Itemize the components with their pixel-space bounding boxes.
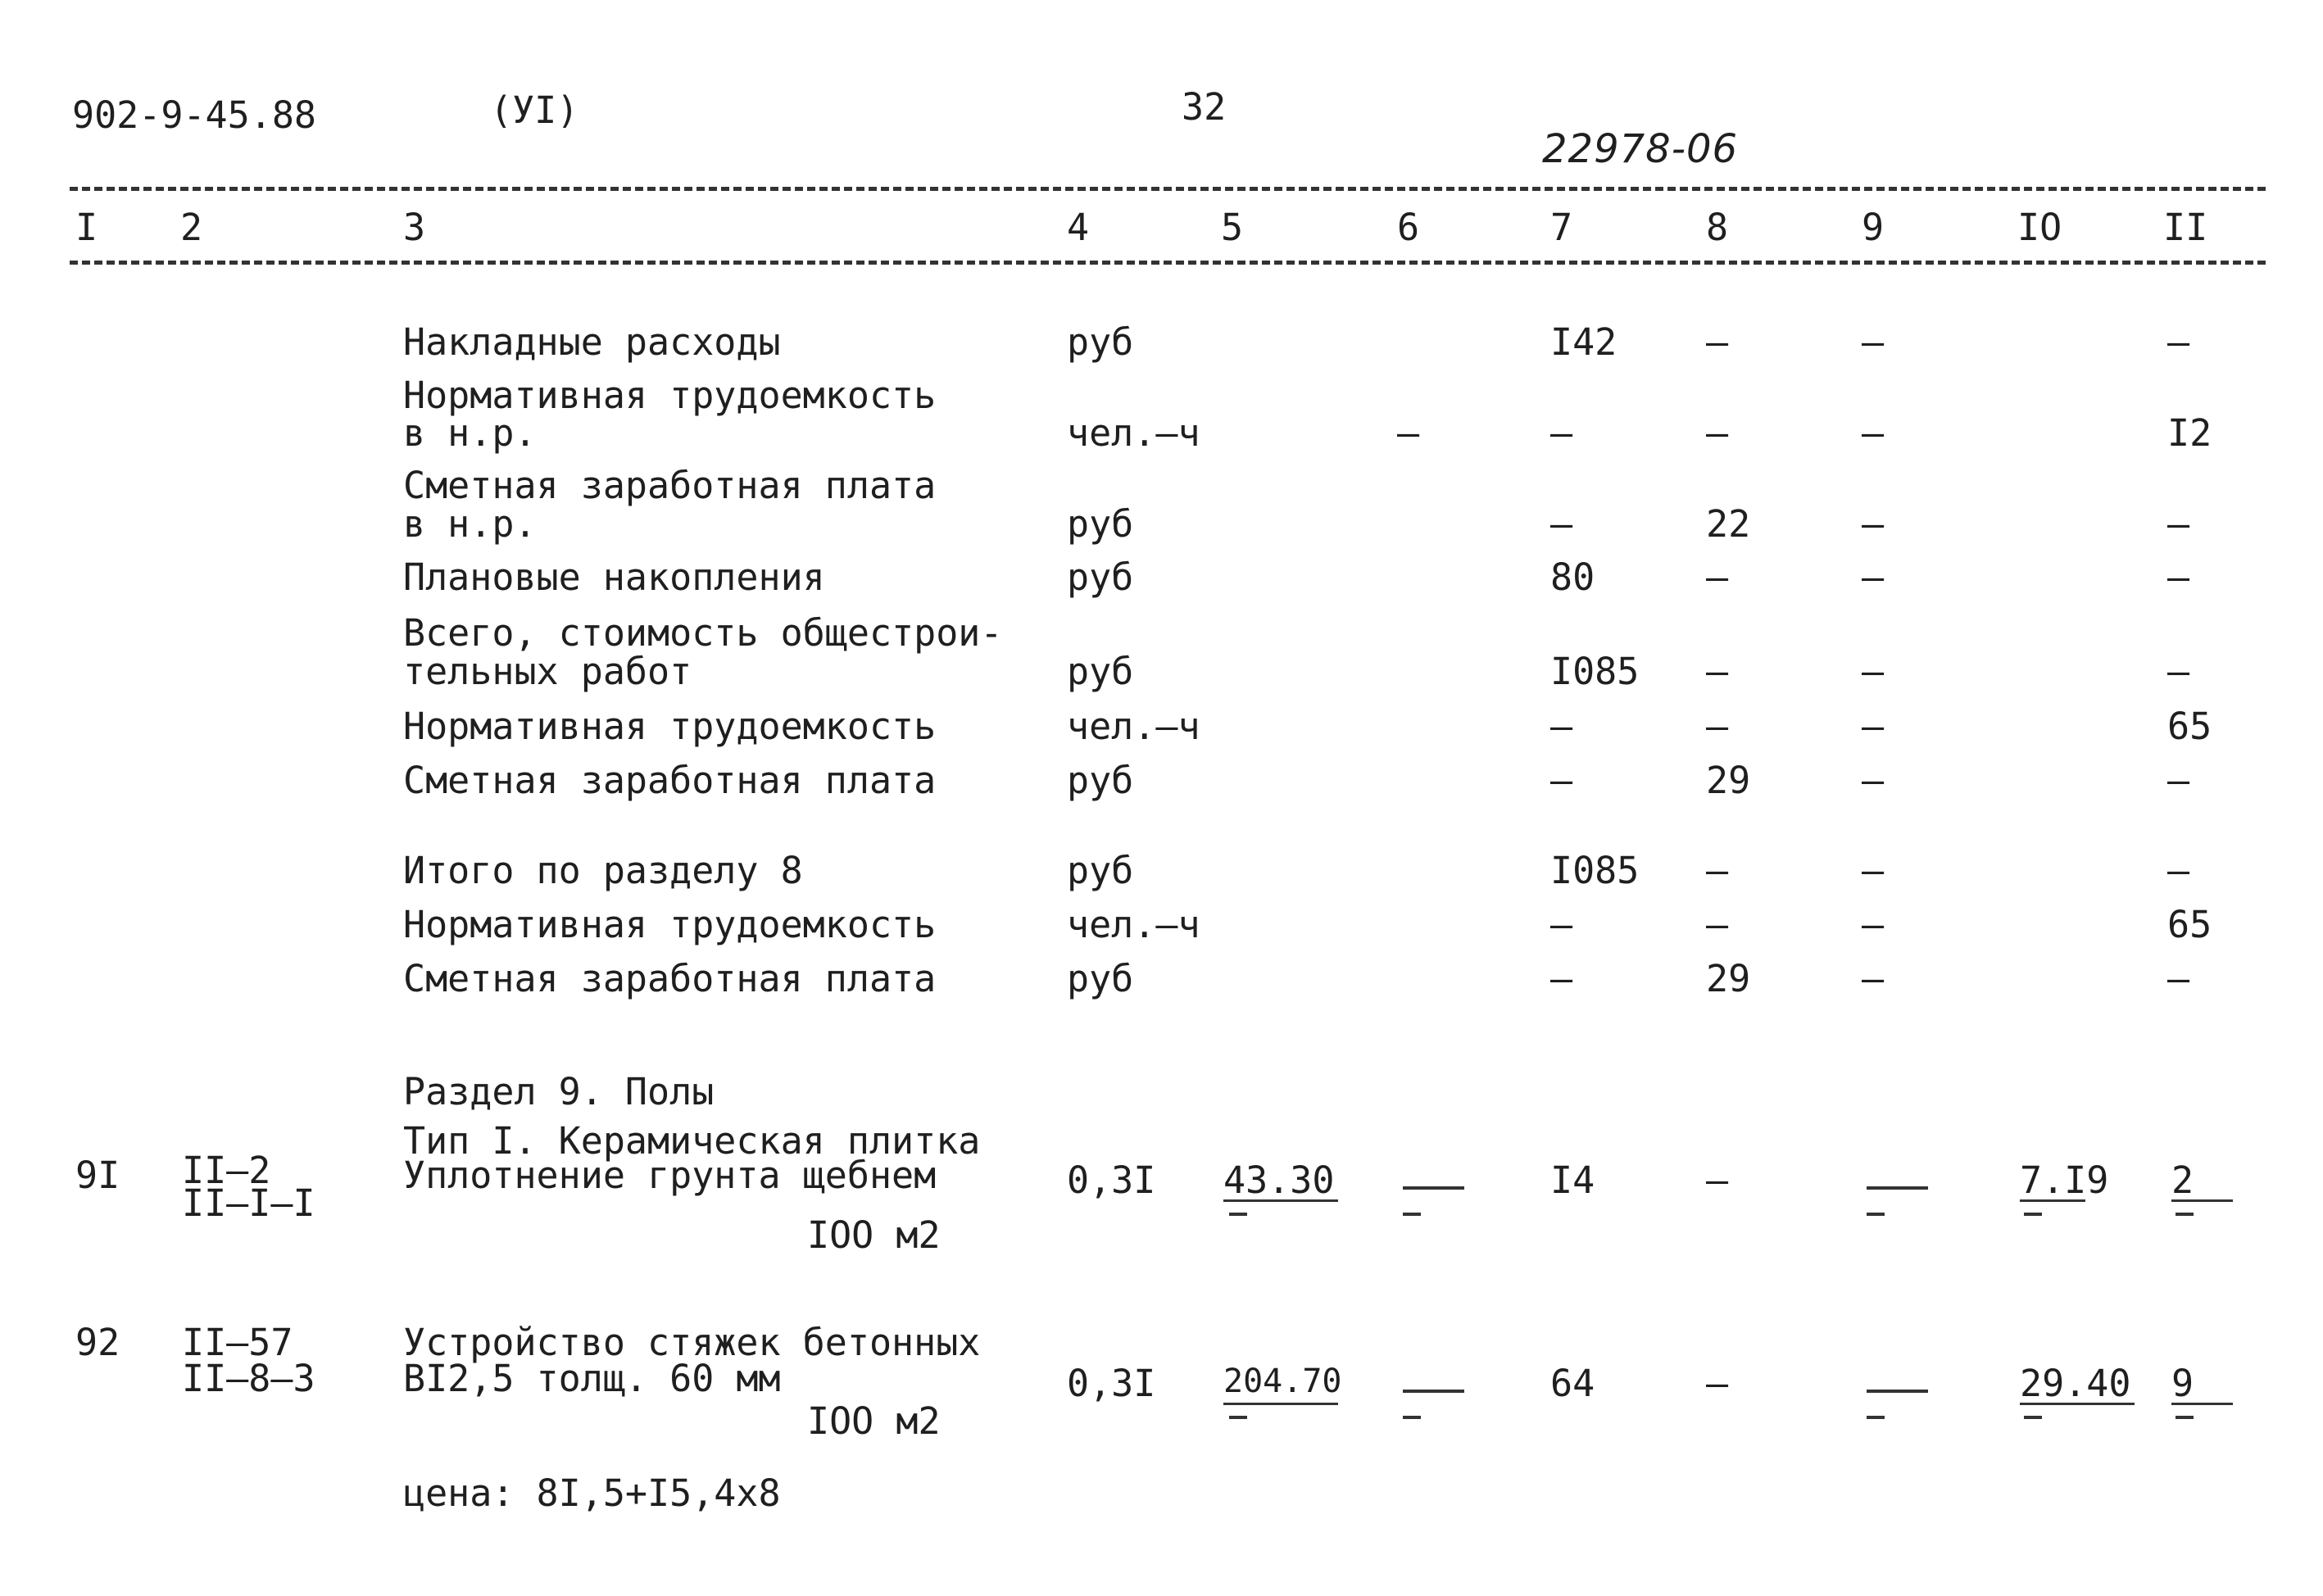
item-quantity: 0,3I bbox=[1067, 1158, 1156, 1202]
section-subtitle: Тип I. Керамическая плитка bbox=[403, 1119, 981, 1163]
item-description: Уплотнение грунта щебнем bbox=[403, 1154, 937, 1197]
item-number: 9I bbox=[75, 1154, 120, 1197]
item-col8: – bbox=[1706, 1362, 1729, 1405]
row-col6: – bbox=[1397, 411, 1420, 455]
row-unit: чел.–ч bbox=[1067, 903, 1200, 946]
row-unit: руб bbox=[1067, 957, 1134, 1000]
col9-dash bbox=[1867, 1213, 1885, 1216]
row-col8: – bbox=[1706, 650, 1729, 693]
column-header: 4 bbox=[1067, 206, 1090, 249]
row-name: Сметная заработная плата bbox=[403, 464, 937, 507]
row-name: Нормативная трудоемкость bbox=[403, 903, 937, 946]
row-name-cont: тельных работ bbox=[403, 650, 692, 693]
column-header: 3 bbox=[403, 206, 426, 249]
row-col8: 22 bbox=[1706, 502, 1751, 546]
row-col8: – bbox=[1706, 849, 1729, 892]
item-col10: 29.40 bbox=[2020, 1362, 2131, 1405]
row-col8: 29 bbox=[1706, 759, 1751, 802]
item-col7: I4 bbox=[1550, 1158, 1595, 1202]
row-name: Всего, стоимость общестрои- bbox=[403, 611, 1003, 655]
col6-dash bbox=[1403, 1390, 1464, 1393]
item-col11: 2 bbox=[2171, 1158, 2194, 1202]
row-col11: – bbox=[2167, 650, 2190, 693]
row-col7: – bbox=[1550, 957, 1573, 1000]
row-col9: – bbox=[1862, 903, 1885, 946]
col6-dash bbox=[1403, 1416, 1421, 1419]
header-top-rule bbox=[70, 187, 2266, 191]
price-underline bbox=[1223, 1199, 1338, 1202]
row-name: Нормативная трудоемкость bbox=[403, 374, 937, 417]
item-col7: 64 bbox=[1550, 1362, 1595, 1405]
price-dash bbox=[1229, 1213, 1247, 1216]
row-col11: 65 bbox=[2167, 903, 2212, 946]
row-name-cont: в н.р. bbox=[403, 502, 537, 546]
row-name: Сметная заработная плата bbox=[403, 957, 937, 1000]
row-unit: чел.–ч bbox=[1067, 705, 1200, 748]
col6-dash bbox=[1403, 1213, 1421, 1216]
item-code: II–57 bbox=[182, 1321, 293, 1364]
column-header: 8 bbox=[1706, 206, 1729, 249]
item-code-ref: II–8–3 bbox=[182, 1357, 315, 1400]
row-unit: чел.–ч bbox=[1067, 411, 1200, 455]
row-unit: руб bbox=[1067, 759, 1134, 802]
row-name: Плановые накопления bbox=[403, 555, 825, 599]
price-note: цена: 8I,5+I5,4x8 bbox=[403, 1471, 781, 1515]
row-col9: – bbox=[1862, 849, 1885, 892]
column-header: II bbox=[2163, 206, 2208, 249]
page-number: 32 bbox=[1182, 85, 1227, 129]
item-col11: 9 bbox=[2171, 1362, 2194, 1405]
row-unit: руб bbox=[1067, 849, 1134, 892]
column-header: 9 bbox=[1862, 206, 1885, 249]
row-col7: – bbox=[1550, 759, 1573, 802]
section-title: Раздел 9. Полы bbox=[403, 1070, 715, 1113]
row-col11: – bbox=[2167, 759, 2190, 802]
row-col8: – bbox=[1706, 555, 1729, 599]
row-unit: руб bbox=[1067, 650, 1134, 693]
volume-label: (УI) bbox=[490, 88, 579, 132]
row-col7: I085 bbox=[1550, 849, 1640, 892]
row-unit: руб bbox=[1067, 555, 1134, 599]
item-unit: IOO м2 bbox=[807, 1213, 941, 1257]
row-unit: руб bbox=[1067, 502, 1134, 546]
column-header: 5 bbox=[1221, 206, 1244, 249]
row-unit: руб bbox=[1067, 320, 1134, 364]
column-header: 7 bbox=[1550, 206, 1573, 249]
col11-dash bbox=[2176, 1213, 2194, 1216]
row-col9: – bbox=[1862, 502, 1885, 546]
col10-underline bbox=[2020, 1199, 2085, 1202]
col9-dash bbox=[1867, 1186, 1928, 1190]
row-col9: – bbox=[1862, 411, 1885, 455]
item-code: II–2 bbox=[182, 1149, 271, 1192]
row-name-cont: в н.р. bbox=[403, 411, 537, 455]
item-description: Устройство стяжек бетонных bbox=[403, 1321, 981, 1364]
row-col11: I2 bbox=[2167, 411, 2212, 455]
row-col7: – bbox=[1550, 502, 1573, 546]
row-col8: – bbox=[1706, 903, 1729, 946]
archive-number: 22978-06 bbox=[1542, 126, 1739, 172]
row-name: Сметная заработная плата bbox=[403, 759, 937, 802]
col9-dash bbox=[1867, 1390, 1928, 1393]
item-price: 43.30 bbox=[1223, 1158, 1335, 1202]
item-unit: IOO м2 bbox=[807, 1399, 941, 1443]
row-col7: I085 bbox=[1550, 650, 1640, 693]
item-number: 92 bbox=[75, 1321, 120, 1364]
row-col7: I42 bbox=[1550, 320, 1617, 364]
item-quantity: 0,3I bbox=[1067, 1362, 1156, 1405]
row-col8: – bbox=[1706, 411, 1729, 455]
column-header: I bbox=[75, 206, 98, 249]
item-code-ref: II–I–I bbox=[182, 1181, 315, 1225]
header-bottom-rule bbox=[70, 261, 2266, 265]
row-col8: – bbox=[1706, 705, 1729, 748]
row-col9: – bbox=[1862, 555, 1885, 599]
row-col9: – bbox=[1862, 320, 1885, 364]
doc-number: 902-9-45.88 bbox=[72, 93, 317, 137]
row-col9: – bbox=[1862, 650, 1885, 693]
row-col9: – bbox=[1862, 957, 1885, 1000]
row-col7: 80 bbox=[1550, 555, 1595, 599]
row-col8: – bbox=[1706, 320, 1729, 364]
row-col11: – bbox=[2167, 320, 2190, 364]
col10-underline bbox=[2020, 1403, 2135, 1405]
col10-dash bbox=[2024, 1416, 2042, 1419]
row-col11: – bbox=[2167, 957, 2190, 1000]
row-name: Итого по разделу 8 bbox=[403, 849, 803, 892]
row-name: Накладные расходы bbox=[403, 320, 781, 364]
col11-underline bbox=[2171, 1199, 2233, 1202]
row-col11: – bbox=[2167, 555, 2190, 599]
row-col9: – bbox=[1862, 759, 1885, 802]
item-col10: 7.I9 bbox=[2020, 1158, 2109, 1202]
row-col8: 29 bbox=[1706, 957, 1751, 1000]
row-col7: – bbox=[1550, 705, 1573, 748]
row-name: Нормативная трудоемкость bbox=[403, 705, 937, 748]
price-underline bbox=[1223, 1403, 1338, 1405]
item-col8: – bbox=[1706, 1158, 1729, 1202]
row-col11: – bbox=[2167, 502, 2190, 546]
column-header: 6 bbox=[1397, 206, 1420, 249]
row-col11: – bbox=[2167, 849, 2190, 892]
price-dash bbox=[1229, 1416, 1247, 1419]
col6-dash bbox=[1403, 1186, 1464, 1190]
row-col7: – bbox=[1550, 411, 1573, 455]
row-col9: – bbox=[1862, 705, 1885, 748]
col11-underline bbox=[2171, 1403, 2233, 1405]
column-header: 2 bbox=[180, 206, 203, 249]
item-description-cont: BI2,5 толщ. 60 мм bbox=[403, 1357, 781, 1400]
col10-dash bbox=[2024, 1213, 2042, 1216]
col9-dash bbox=[1867, 1416, 1885, 1419]
row-col7: – bbox=[1550, 903, 1573, 946]
col11-dash bbox=[2176, 1416, 2194, 1419]
row-col11: 65 bbox=[2167, 705, 2212, 748]
column-header: IO bbox=[2017, 206, 2062, 249]
item-price: 204.70 bbox=[1223, 1362, 1342, 1400]
